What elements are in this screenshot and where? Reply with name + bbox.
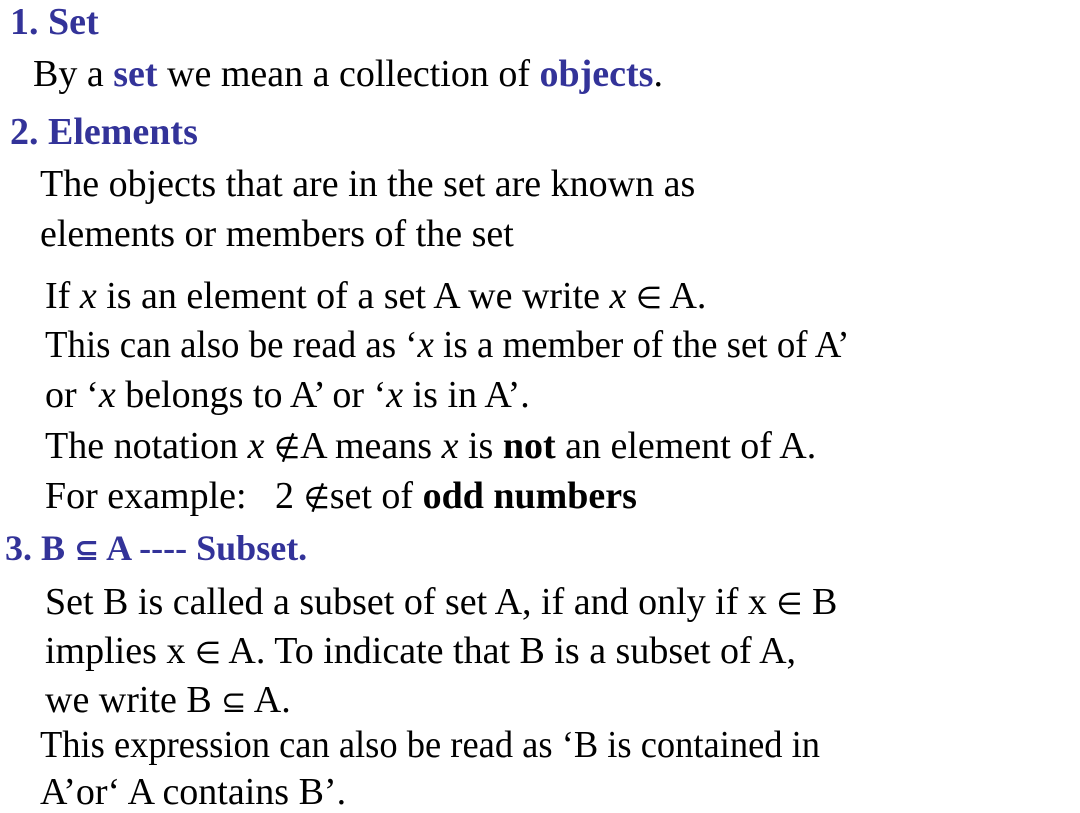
- membership-line-2: [45, 326, 874, 364]
- variable-x: x: [98, 374, 116, 416]
- text: The notation: [45, 425, 248, 467]
- variable-x: x: [386, 374, 404, 416]
- subset-symbol: ⊆: [221, 685, 247, 720]
- variable-x: x: [79, 275, 97, 317]
- text: For example: 2: [45, 475, 304, 517]
- subset-line-3: [45, 681, 291, 719]
- term-objects: objects: [539, 53, 654, 95]
- subset-line-2: [45, 632, 796, 670]
- text: This can also be read as ‘: [45, 324, 418, 366]
- set-definition: [33, 55, 663, 93]
- membership-line-1: [45, 277, 706, 315]
- membership-line-3: [45, 376, 530, 414]
- text: belongs to A’ or ‘: [115, 374, 387, 416]
- not-element-of-symbol: ∉: [274, 431, 301, 466]
- heading-text: 2. Elements: [10, 111, 198, 153]
- text: or ‘: [45, 374, 99, 416]
- text: A’or‘ A contains B’.: [40, 771, 347, 813]
- example-line: [45, 477, 637, 515]
- subset-line-1: [45, 583, 837, 621]
- section-2-heading: [10, 113, 198, 151]
- text: B: [802, 581, 838, 623]
- text: is an element of a set A we write: [96, 275, 610, 317]
- variable-x: x: [609, 275, 627, 317]
- text: A. To indicate that B is a subset of A,: [221, 630, 797, 672]
- text: elements or members of the set: [40, 213, 514, 255]
- text: set of: [329, 475, 423, 517]
- text: an element of A.: [555, 425, 817, 467]
- section-1-heading: [10, 3, 99, 41]
- text: A means: [300, 425, 442, 467]
- text: we write B: [45, 679, 222, 721]
- heading-text: 1. Set: [10, 1, 99, 43]
- text: we mean a collection of: [157, 53, 540, 95]
- text: A.: [246, 679, 291, 721]
- text: is a member of the set of A’: [433, 324, 850, 366]
- section-3-heading: [5, 530, 307, 566]
- text: .: [653, 53, 663, 95]
- subset-line-4: [40, 726, 853, 764]
- element-of-symbol: ∈: [635, 281, 663, 316]
- text: The objects that are in the set are known as: [40, 163, 696, 205]
- text: This expression can also be read as ‘B is contained in: [40, 724, 821, 766]
- text: Set B is called a subset of set A, if and only if x: [45, 581, 777, 623]
- subset-line-5: [40, 773, 346, 811]
- variable-x: x: [441, 425, 459, 467]
- heading-text: A ---- Subset.: [99, 528, 308, 568]
- text: is: [458, 425, 503, 467]
- not-element-of-symbol: ∉: [303, 481, 330, 516]
- heading-text: 3. B: [5, 528, 75, 568]
- variable-x: x: [247, 425, 265, 467]
- term-set: set: [113, 53, 158, 95]
- text: implies x: [45, 630, 195, 672]
- variable-x: x: [417, 324, 434, 366]
- text: is in A’.: [403, 374, 530, 416]
- emphasis-not: not: [502, 425, 556, 467]
- subset-symbol: ⊆: [74, 533, 100, 568]
- text: By a: [33, 53, 114, 95]
- elements-paragraph-line-1: [40, 165, 695, 203]
- text: If: [45, 275, 80, 317]
- element-of-symbol: ∈: [194, 636, 222, 671]
- text: A.: [662, 275, 707, 317]
- element-of-symbol: ∈: [776, 587, 803, 622]
- not-element-notation: [45, 427, 816, 465]
- emphasis-odd-numbers: odd numbers: [422, 475, 637, 517]
- elements-paragraph-line-2: [40, 215, 514, 253]
